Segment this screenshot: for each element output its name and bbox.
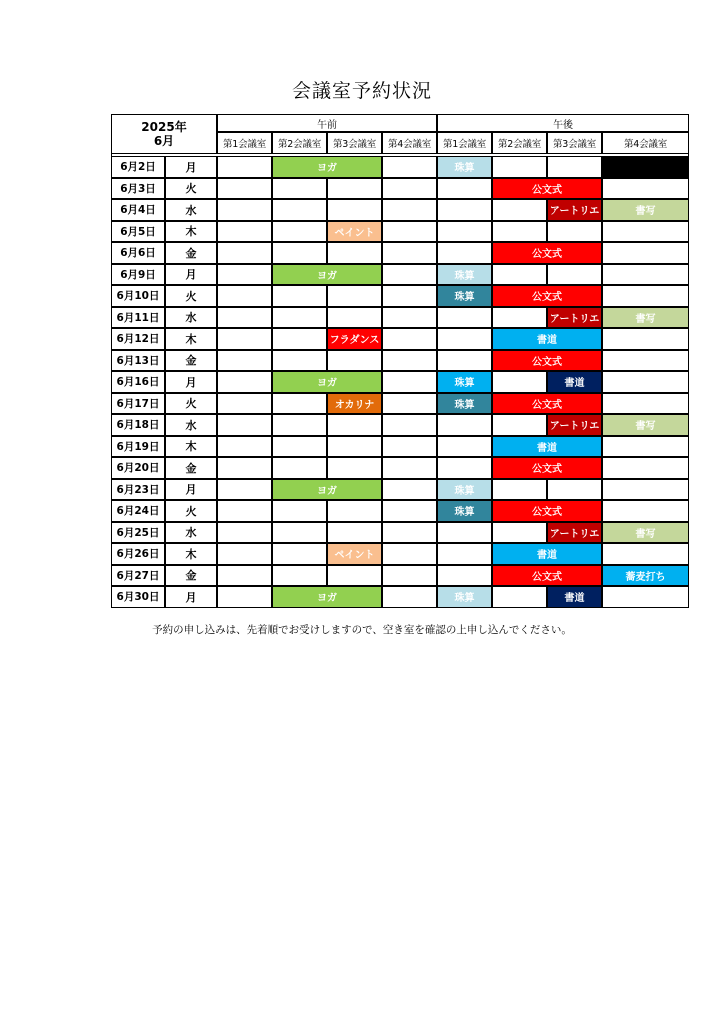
weekday-cell: 火 [165,393,217,415]
empty-slot [217,457,272,479]
date-cell: 6月10日 [111,285,165,307]
booking-block: アートリエ [547,414,602,436]
empty-slot [492,264,547,286]
empty-slot [217,371,272,393]
empty-slot [437,328,492,350]
empty-slot [602,264,689,286]
empty-slot [382,156,437,178]
empty-slot [492,586,547,608]
room-header-am-2: 第2会議室 [272,132,327,154]
date-cell: 6月23日 [111,479,165,501]
date-cell: 6月16日 [111,371,165,393]
weekday-cell: 月 [165,371,217,393]
empty-slot [437,242,492,264]
empty-slot [217,307,272,329]
empty-slot [437,522,492,544]
booking-block: オカリナ [327,393,382,415]
empty-slot [272,199,327,221]
booking-block: 蕎麦打ち [602,565,689,587]
weekday-cell: 金 [165,242,217,264]
weekday-cell: 火 [165,500,217,522]
empty-slot [217,178,272,200]
empty-slot [217,242,272,264]
booking-block: アートリエ [547,199,602,221]
empty-slot [547,156,602,178]
booking-block: 珠算 [437,393,492,415]
empty-slot [602,178,689,200]
empty-slot [327,522,382,544]
empty-slot [382,393,437,415]
room-header-am-1: 第1会議室 [217,132,272,154]
empty-slot [272,522,327,544]
weekday-cell: 水 [165,199,217,221]
room-header-pm-4: 第4会議室 [602,132,689,154]
empty-slot [437,565,492,587]
reservation-note: 予約の申し込みは、先着順でお受けしますので、空き室を確認の上申し込んでください。 [152,624,572,636]
date-cell: 6月6日 [111,242,165,264]
empty-slot [272,350,327,372]
empty-slot [217,500,272,522]
empty-slot [272,221,327,243]
booking-block: 書道 [547,371,602,393]
booking-block: 珠算 [437,285,492,307]
empty-slot [602,371,689,393]
empty-slot [602,393,689,415]
booking-block: 公文式 [492,565,602,587]
empty-slot [437,199,492,221]
empty-slot [272,436,327,458]
empty-slot [382,500,437,522]
month-label: 6月 [153,134,175,148]
empty-slot [217,414,272,436]
room-header-am-3: 第3会議室 [327,132,382,154]
weekday-cell: 水 [165,307,217,329]
booking-block: 珠算 [437,500,492,522]
empty-slot [382,199,437,221]
empty-slot [602,350,689,372]
reservation-table [111,114,689,608]
empty-slot [492,479,547,501]
weekday-cell: 木 [165,328,217,350]
period-header-pm: 午後 [437,114,689,132]
empty-slot [217,264,272,286]
booking-block: 珠算 [437,586,492,608]
page-title: 会議室予約状況 [291,80,432,102]
booking-block: ヨガ [272,371,382,393]
empty-slot [272,414,327,436]
weekday-cell: 火 [165,285,217,307]
weekday-cell: 木 [165,436,217,458]
empty-slot [217,393,272,415]
empty-slot [437,350,492,372]
booking-block: 公文式 [492,178,602,200]
empty-slot [547,264,602,286]
booking-block: ヨガ [272,264,382,286]
empty-slot [272,565,327,587]
empty-slot [327,307,382,329]
empty-slot [327,350,382,372]
booking-block: 書写 [602,414,689,436]
weekday-cell: 水 [165,522,217,544]
empty-slot [327,500,382,522]
empty-slot [327,565,382,587]
empty-slot [217,586,272,608]
booking-block: 公文式 [492,285,602,307]
empty-slot [327,178,382,200]
year-label: 2025年 [141,120,187,134]
empty-slot [272,328,327,350]
empty-slot [327,414,382,436]
booking-block: ヨガ [272,156,382,178]
date-cell: 6月25日 [111,522,165,544]
empty-slot [602,457,689,479]
empty-slot [217,565,272,587]
date-cell: 6月26日 [111,543,165,565]
empty-slot [382,414,437,436]
date-cell: 6月2日 [111,156,165,178]
empty-slot [602,221,689,243]
date-cell: 6月5日 [111,221,165,243]
empty-slot [602,543,689,565]
empty-slot [382,328,437,350]
empty-slot [382,285,437,307]
empty-slot [217,522,272,544]
empty-slot [492,371,547,393]
weekday-cell: 火 [165,178,217,200]
date-cell: 6月18日 [111,414,165,436]
empty-slot [382,565,437,587]
empty-slot [382,350,437,372]
empty-slot [602,285,689,307]
date-cell: 6月12日 [111,328,165,350]
empty-slot [382,479,437,501]
empty-slot [382,242,437,264]
empty-slot [382,221,437,243]
empty-slot [217,328,272,350]
empty-slot [217,479,272,501]
empty-slot [272,457,327,479]
empty-slot [602,436,689,458]
empty-slot [437,414,492,436]
empty-slot [382,586,437,608]
booking-block: ヨガ [272,479,382,501]
empty-slot [437,178,492,200]
empty-slot [272,393,327,415]
booking-block [602,156,689,178]
date-cell: 6月20日 [111,457,165,479]
date-cell: 6月13日 [111,350,165,372]
booking-block: 書写 [602,307,689,329]
empty-slot [547,221,602,243]
room-header-am-4: 第4会議室 [382,132,437,154]
booking-block: ペイント [327,221,382,243]
room-header-pm-2: 第2会議室 [492,132,547,154]
empty-slot [547,479,602,501]
weekday-cell: 水 [165,414,217,436]
empty-slot [492,307,547,329]
weekday-cell: 木 [165,543,217,565]
booking-block: 書道 [492,543,602,565]
empty-slot [602,328,689,350]
empty-slot [437,436,492,458]
weekday-cell: 月 [165,264,217,286]
booking-block: 公文式 [492,500,602,522]
empty-slot [272,178,327,200]
empty-slot [437,457,492,479]
empty-slot [437,221,492,243]
empty-slot [492,156,547,178]
empty-slot [272,543,327,565]
booking-block: アートリエ [547,307,602,329]
empty-slot [492,221,547,243]
booking-block: ヨガ [272,586,382,608]
period-header-am: 午前 [217,114,437,132]
empty-slot [382,178,437,200]
date-cell: 6月9日 [111,264,165,286]
booking-block: 書道 [547,586,602,608]
weekday-cell: 金 [165,565,217,587]
booking-block: アートリエ [547,522,602,544]
date-cell: 6月11日 [111,307,165,329]
empty-slot [327,199,382,221]
empty-slot [602,242,689,264]
empty-slot [382,371,437,393]
empty-slot [382,436,437,458]
booking-block: 珠算 [437,371,492,393]
empty-slot [602,586,689,608]
booking-block: 公文式 [492,242,602,264]
weekday-cell: 月 [165,586,217,608]
room-header-pm-3: 第3会議室 [547,132,602,154]
empty-slot [272,500,327,522]
empty-slot [217,221,272,243]
empty-slot [272,242,327,264]
empty-slot [382,543,437,565]
room-header-pm-1: 第1会議室 [437,132,492,154]
booking-block: 公文式 [492,457,602,479]
empty-slot [217,543,272,565]
booking-block: 公文式 [492,350,602,372]
empty-slot [217,156,272,178]
booking-block: 公文式 [492,393,602,415]
date-cell: 6月4日 [111,199,165,221]
empty-slot [492,522,547,544]
date-cell: 6月19日 [111,436,165,458]
empty-slot [217,350,272,372]
booking-block: 珠算 [437,156,492,178]
empty-slot [217,285,272,307]
date-cell: 6月17日 [111,393,165,415]
weekday-cell: 月 [165,156,217,178]
date-cell: 6月24日 [111,500,165,522]
empty-slot [272,285,327,307]
empty-slot [327,285,382,307]
weekday-cell: 金 [165,350,217,372]
empty-slot [217,436,272,458]
booking-block: 書写 [602,522,689,544]
empty-slot [602,500,689,522]
empty-slot [382,264,437,286]
weekday-cell: 月 [165,479,217,501]
booking-block: 書道 [492,328,602,350]
booking-block: 書道 [492,436,602,458]
empty-slot [382,522,437,544]
empty-slot [327,242,382,264]
empty-slot [602,479,689,501]
booking-block: フラダンス [327,328,382,350]
empty-slot [272,307,327,329]
empty-slot [437,543,492,565]
weekday-cell: 木 [165,221,217,243]
date-cell: 6月30日 [111,586,165,608]
booking-block: 書写 [602,199,689,221]
booking-block: 珠算 [437,479,492,501]
empty-slot [492,414,547,436]
weekday-cell: 金 [165,457,217,479]
date-cell: 6月3日 [111,178,165,200]
empty-slot [217,199,272,221]
booking-block: 珠算 [437,264,492,286]
empty-slot [327,436,382,458]
booking-block: ペイント [327,543,382,565]
date-cell: 6月27日 [111,565,165,587]
empty-slot [382,457,437,479]
empty-slot [382,307,437,329]
empty-slot [492,199,547,221]
empty-slot [437,307,492,329]
year-month-header [111,114,217,154]
empty-slot [327,457,382,479]
